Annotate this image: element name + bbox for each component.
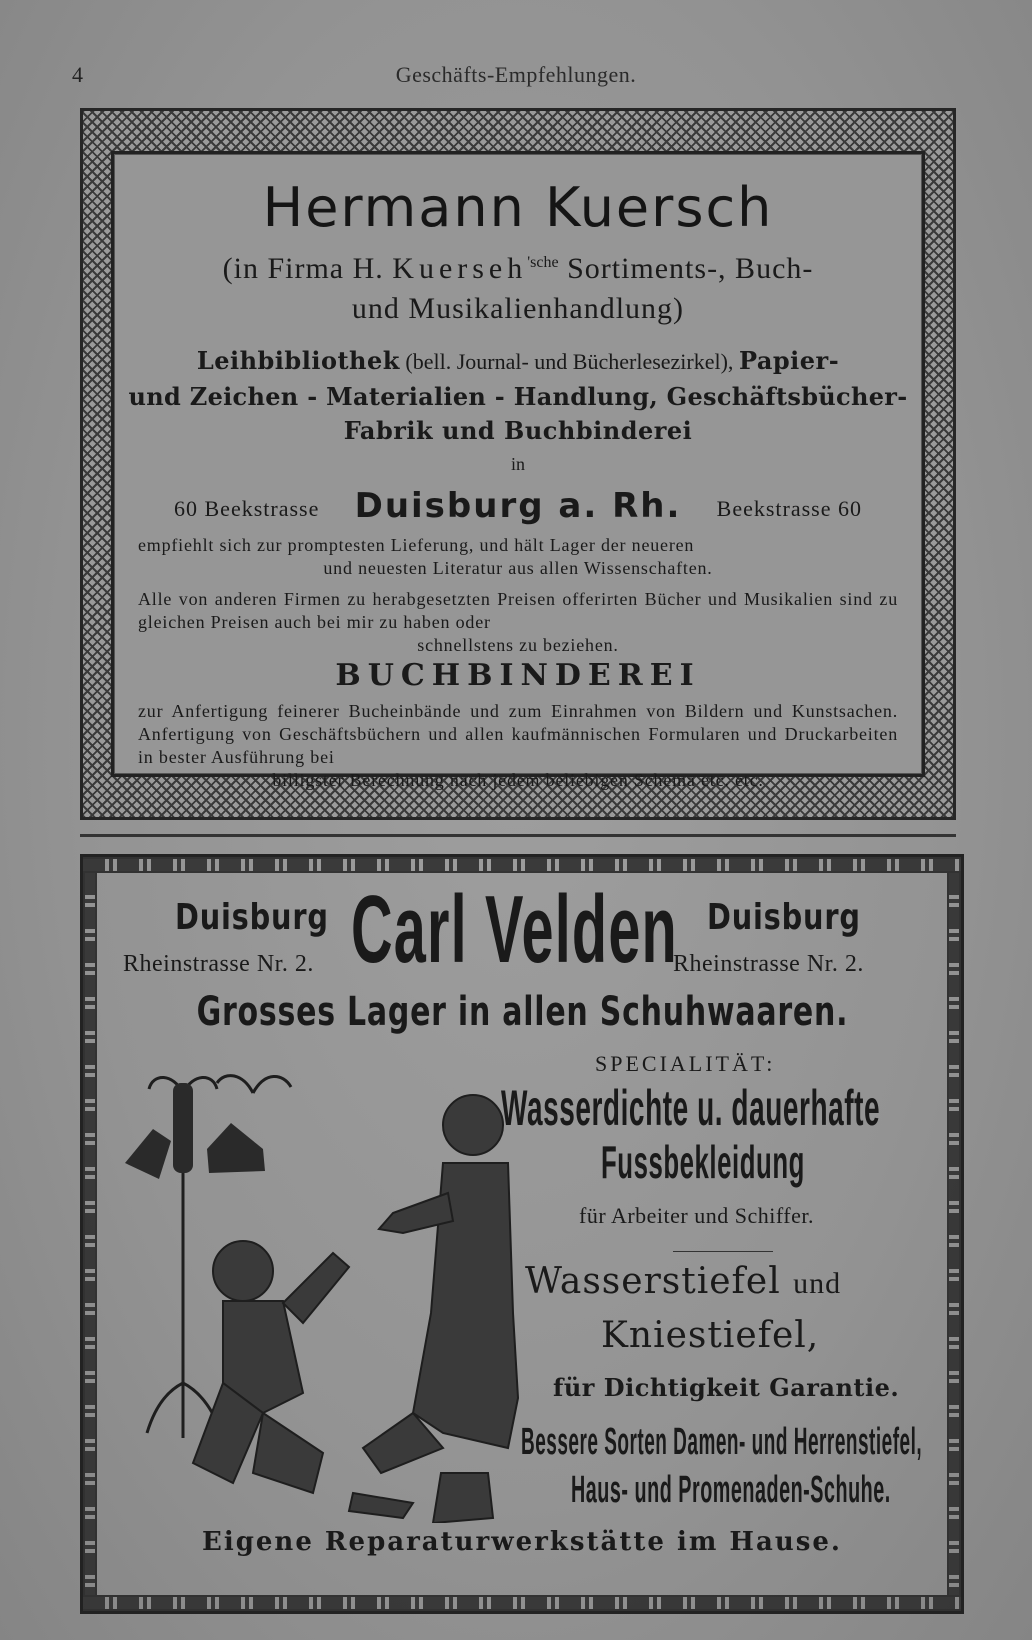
kuersch-para3-text: zur Anfertigung feinerer Bucheinbände und zum Einrahmen von Bildern und Kunstsachen. Anfertigung von Geschäftsbüchern und allen kaufmännischen Formularen und Druckarbeiten in bester Ausführung bei (138, 701, 898, 767)
kuersch-address-line (114, 488, 922, 528)
advertisement-kuersch-panel (111, 151, 925, 790)
advertisement-kuersch (80, 108, 956, 820)
kuersch-para1-text: empfiehlt sich zur promptesten Lieferung, und hält Lager der neueren (138, 535, 695, 555)
kuersch-paragraph-2 (138, 588, 898, 657)
kuersch-firm-line-2: und Musikalienhandlung) (351, 292, 685, 325)
kuersch-name: Hermann Kuersch (262, 176, 774, 239)
kuersch-city: Duisburg a. Rh. (354, 486, 682, 526)
velden-name: Carl Velden (351, 876, 678, 983)
velden-city-right: Duisburg (707, 897, 861, 938)
kuersch-lending-line (114, 346, 922, 375)
velden-street-right: Rheinstrasse Nr. 2. (673, 951, 864, 977)
velden-boots-line-1 (525, 1261, 841, 1302)
boot-boys-illustration (113, 1053, 553, 1523)
section-divider-rule (80, 834, 956, 837)
kuersch-para3-last: billigster Berechnung nach jedem beliebigen Schema etc. etc. (272, 770, 764, 790)
kuersch-firm-rest: Sortiments-, Buch- (558, 252, 814, 285)
velden-house-shoes: Haus- und Promenaden-Schuhe. (571, 1469, 891, 1511)
velden-repair-line: Eigene Reparaturwerkstätte im Hause. (202, 1527, 842, 1557)
kuersch-paragraph-1 (138, 534, 898, 580)
kuersch-street-left: 60 Beekstrasse (174, 496, 320, 521)
velden-stock-line (83, 989, 961, 1035)
kuersch-papier-line: und Zeichen - Materialien - Handlung, Geschäftsbücher- (128, 382, 908, 411)
velden-speciality: SPECIALITÄT: (595, 1051, 776, 1076)
border-band-left (83, 873, 97, 1595)
velden-boots-a-small: und (793, 1267, 842, 1300)
velden-boots-a: Wasserstiefel (525, 1261, 794, 1302)
kuersch-bindery-heading: BUCHBINDEREI (335, 658, 701, 693)
velden-street-left: Rheinstrasse Nr. 2. (123, 951, 314, 977)
border-band-top (83, 857, 961, 873)
kuersch-street-right: Beekstrasse 60 (716, 496, 862, 521)
kuersch-in-word: in (510, 454, 525, 474)
velden-waterproof: Wasserdichte u. dauerhafte (501, 1080, 881, 1136)
kuersch-firm-spaced: Kuerseh (392, 252, 528, 285)
velden-short-rule (673, 1251, 773, 1252)
kuersch-lending-bold-2: Papier- (738, 346, 840, 375)
kuersch-paragraph-3 (138, 700, 898, 792)
kuersch-firm-line (114, 252, 922, 286)
border-band-bottom (83, 1595, 961, 1611)
border-band-right (947, 873, 961, 1595)
kuersch-lending-thin: (bell. Journal- und Bücherlesezirkel), (399, 349, 739, 374)
page-number: 4 (72, 62, 83, 87)
velden-for-workers: für Arbeiter und Schiffer. (579, 1203, 814, 1228)
velden-better-sorts: Bessere Sorten Damen- und Herrenstiefel, (521, 1421, 923, 1463)
running-title: Geschäfts-Empfehlungen. (395, 62, 637, 87)
kuersch-firm-open: (in Firma H. (222, 252, 393, 285)
velden-stock-text: Grosses Lager in allen Schuhwaaren. (196, 989, 848, 1035)
kuersch-firm-sup: 'sche (527, 254, 559, 271)
kuersch-para2-last: schnellstens zu beziehen. (417, 635, 619, 655)
kuersch-para1-last: und neuesten Literatur aus allen Wissenschaften. (323, 558, 713, 578)
kuersch-fabrik-line: Fabrik und Buchbinderei (343, 416, 693, 445)
advertisement-velden (80, 854, 964, 1614)
velden-city-left: Duisburg (175, 897, 329, 938)
kuersch-lending-bold: Leihbibliothek (196, 346, 400, 375)
kuersch-para2-text: Alle von anderen Firmen zu herabgesetzten Preisen offerirten Bücher und Musikalien sind zu gleichen Preisen auch bei mir zu haben oder (138, 589, 898, 632)
velden-guarantee: für Dichtigkeit Garantie. (553, 1373, 900, 1402)
running-head (0, 62, 1032, 92)
velden-boots-line-2: Kniestiefel, (601, 1315, 820, 1356)
velden-footwear: Fussbekleidung (601, 1136, 805, 1188)
